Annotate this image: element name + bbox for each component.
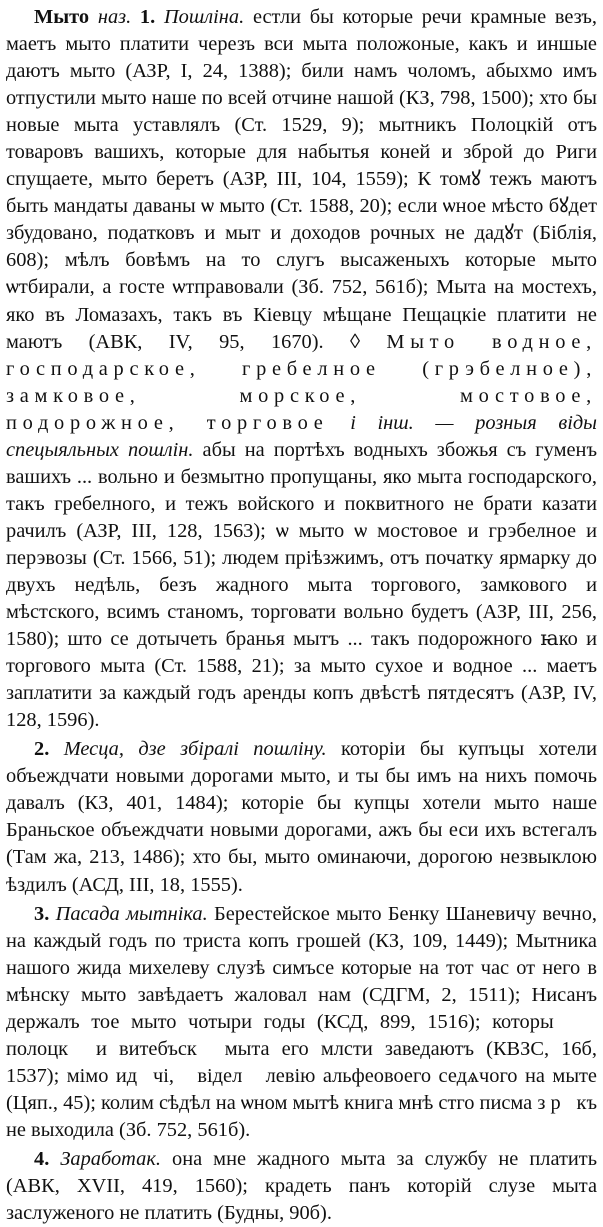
sense-number: 3. — [34, 902, 50, 925]
headword: Мыто — [34, 6, 90, 28]
sense-citations: она мне жадного мыта за службу не платить (АВК, XVII, 419, 1560); крадеть панъ которій слузе мыта заслуженого не платить (Будны, 90б). — [6, 1147, 597, 1225]
sense-citations: естли бы которые речи крамные везъ, маетъ мыто платити черезъ вси мыта положоные, какъ и иншые даютъ мыто (АЗР, I, 24, 1388); били намъ чоломъ, абыхмо имъ отпустили мыто наше по всей отчине нашой (КЗ, 798, 1500); хто бы новые мыта уставлялъ (Ст. 1529, 9); мытникъ Полоцкій отъ товаровъ вашихъ, которые для набытья коней и зброй до Риги спущаете, мыто беретъ (АЗР, III, 104, 1559); К томꙋ тежъ маютъ быть мандаты даваны ѡ мыто (Ст. 1588, 20); если ѡное мѣсто бꙋдет збудовано, податковъ и мыт и доходов рочных не дадꙋт (Біблія, 608); мѣлъ бовѣмъ на то слугъ высаженыхъ которые мыто ѡтбирали, а госте ѡтправовали (Зб. 752, 561б); Мыта на мостехъ, яко въ Ломазахъ, такъ въ Кіевцу мѣщане Пещацкіе платити не маютъ (АВК, IV, 95, 1670). ◊ — [6, 6, 597, 353]
sense-number: 4. — [34, 1147, 50, 1170]
sense-gloss: Пасада мытніка. — [55, 902, 208, 925]
sense-gloss: Заработак. — [60, 1147, 161, 1170]
dictionary-entry-sense-3 — [6, 901, 597, 1144]
sense-gloss: Месца, дзе збіралі пошліну. — [63, 738, 327, 761]
phrase-citations: абы на портѣхъ водныхъ збожья съ гуменъ вашихъ ... вольно и безмытно пропущаны, яко мыта господарского, такъ гребелного, и тежъ войского и поквитного не брати казати рачилъ (АЗР, III, 128, 1563); ѡ мыто ѡ мостовое и грэбелное и перэвозы (Ст. 1566, 51); людем пріѣзжимъ, отъ початку ярмарку до двухъ недѣль, безъ жадного мыта торгового, замкового и мѣстского, всимъ станомъ, торговати вольно будетъ (АЗР, III, 256, 1580); што се дотычеть бранья мытъ ... такъ подорожного ꙗко и торгового мыта (Ст. 1588, 21); за мыто сухое и водное ... маетъ заплатити за каждый годъ аренды копъ двѣстѣ пятдесятъ (АЗР, IV, 128, 1596). — [6, 438, 597, 732]
phrase-list: Мыто водное, господарское, гребелное (грэбелное), замковое, морское, мостовое, подорожное, торговое — [6, 330, 597, 434]
sense-gloss: Пошліна. — [163, 6, 245, 28]
sense-number: 1. — [139, 6, 156, 28]
part-of-speech: наз. — [97, 6, 132, 28]
dictionary-entry-sense-4 — [6, 1146, 597, 1227]
phrase-note: і інш. — розныя віды спецыяльных пошлін. — [6, 411, 597, 461]
sense-number: 2. — [34, 738, 50, 761]
sense-citations: Берестейское мыто Бенку Шаневичу вечно, на каждый годъ по триста копъ грошей (КЗ, 109, 1449); Мытника нашого жида михелеву слузѣ симъсе которые на тот час от него в мѣнску мыто завѣдаетъ жаловал нам (СДГМ, 2, 1511); Нисанъ держалъ тое мыто чотыри годы (КСД, 899, 1516); которыⷭ ꙋ полоцкꙋ и витебъскꙋ мыта его млсти заведаютъ (КВЗС, 16б, 1537); мімо идꙋчі, ꙋвіделⷭ левію альфеовоего седѧчого на мыте (Цяп., 45); колим сѣдѣл на ѡном мытѣ книга мнѣ стго писма з рꙋкъ не выходила (Зб. 752, 561б). — [6, 902, 597, 1141]
dictionary-entry-sense-2 — [6, 736, 597, 898]
dictionary-entry-sense-1 — [6, 4, 597, 734]
sense-citations: которіи бы купъцы хотели объеждчати новыми дорогами мыто, и ты бы имъ на нихъ помочь давалъ (КЗ, 401, 1484); которіе бы купцы хотели мыто наше Браньское объеждчати новыми дорогами, ажъ бы еси ихъ встегалъ (Там жа, 213, 1486); хто бы, мыто оминаючи, дорогою незвыклою ѣздилъ (АСД, III, 18, 1555). — [6, 738, 597, 896]
